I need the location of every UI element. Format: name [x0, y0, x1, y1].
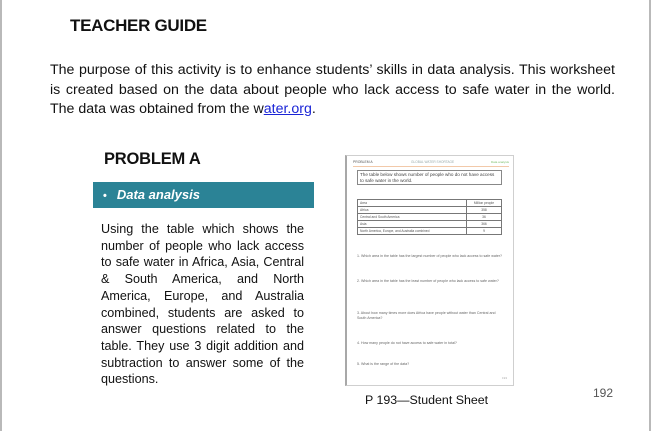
- table-cell: Central and South America: [358, 214, 467, 221]
- problem-description: Using the table which shows the number of people who lack access to safe water in Africa, Asia, Central & South America, and North America, Europe, and Australia combined, students are asked to answer questions related to the table. They use 3 digit addition and subtraction to answer some of the questions.: [101, 222, 304, 387]
- sheet-header-right: Data analysis: [490, 160, 509, 164]
- table-header: Million people: [467, 200, 502, 207]
- sheet-question: 4. How many people do not have access to safe water in total?: [357, 341, 457, 345]
- table-row: [358, 221, 502, 228]
- sheet-intro-box: The table below shows number of people who do not have access to safe water in the world.: [357, 170, 502, 185]
- student-sheet-caption: P 193—Student Sheet: [365, 393, 489, 407]
- table-cell: North America, Europe, and Australia combined: [358, 228, 467, 235]
- table-cell: 9: [467, 228, 502, 235]
- table-header: Area: [358, 200, 467, 207]
- table-header-row: [358, 200, 502, 207]
- table-cell: Asia: [358, 221, 467, 228]
- sheet-data-table: [357, 199, 502, 235]
- table-cell: 358: [467, 207, 502, 214]
- sheet-question: 2. Which area in the table has the least number of people who lack access to safe water?: [357, 279, 499, 283]
- student-sheet-thumbnail: [345, 155, 514, 386]
- section-bar-label: Data analysis: [116, 187, 200, 202]
- section-bar: [93, 182, 314, 208]
- table-cell: Africa: [358, 207, 467, 214]
- intro-paragraph: [50, 61, 615, 120]
- table-cell: 366: [467, 221, 502, 228]
- intro-end: .: [311, 101, 316, 117]
- water-org-link[interactable]: ater.org: [263, 101, 312, 117]
- table-row: [358, 228, 502, 235]
- sheet-question: 3. About how many times more does Africa have people without water than Central and South America?: [357, 311, 496, 320]
- sheet-header-left: PROBLEM A: [353, 160, 373, 164]
- table-row: [358, 207, 502, 214]
- page-title: TEACHER GUIDE: [70, 16, 207, 35]
- table-row: [358, 214, 502, 221]
- sheet-page-number: 193: [501, 376, 507, 380]
- sheet-header: [353, 160, 509, 167]
- problem-title: PROBLEM A: [104, 150, 201, 168]
- table-cell: 36: [467, 214, 502, 221]
- sheet-question: 1. Which area in the table has the largest number of people who lack access to safe water?: [357, 254, 503, 258]
- intro-text: The purpose of this activity is to enhance students’ skills in data analysis. This worksheet is created based on the data about people who lack access to safe water in the world. The data was obtained from the w: [50, 62, 615, 117]
- sheet-header-mid: GLOBAL WATER SHORTAGE: [411, 160, 455, 164]
- sheet-question: 5. What is the range of the data?: [357, 362, 410, 366]
- bullet-icon: •: [103, 190, 107, 202]
- page-number: 192: [593, 386, 614, 400]
